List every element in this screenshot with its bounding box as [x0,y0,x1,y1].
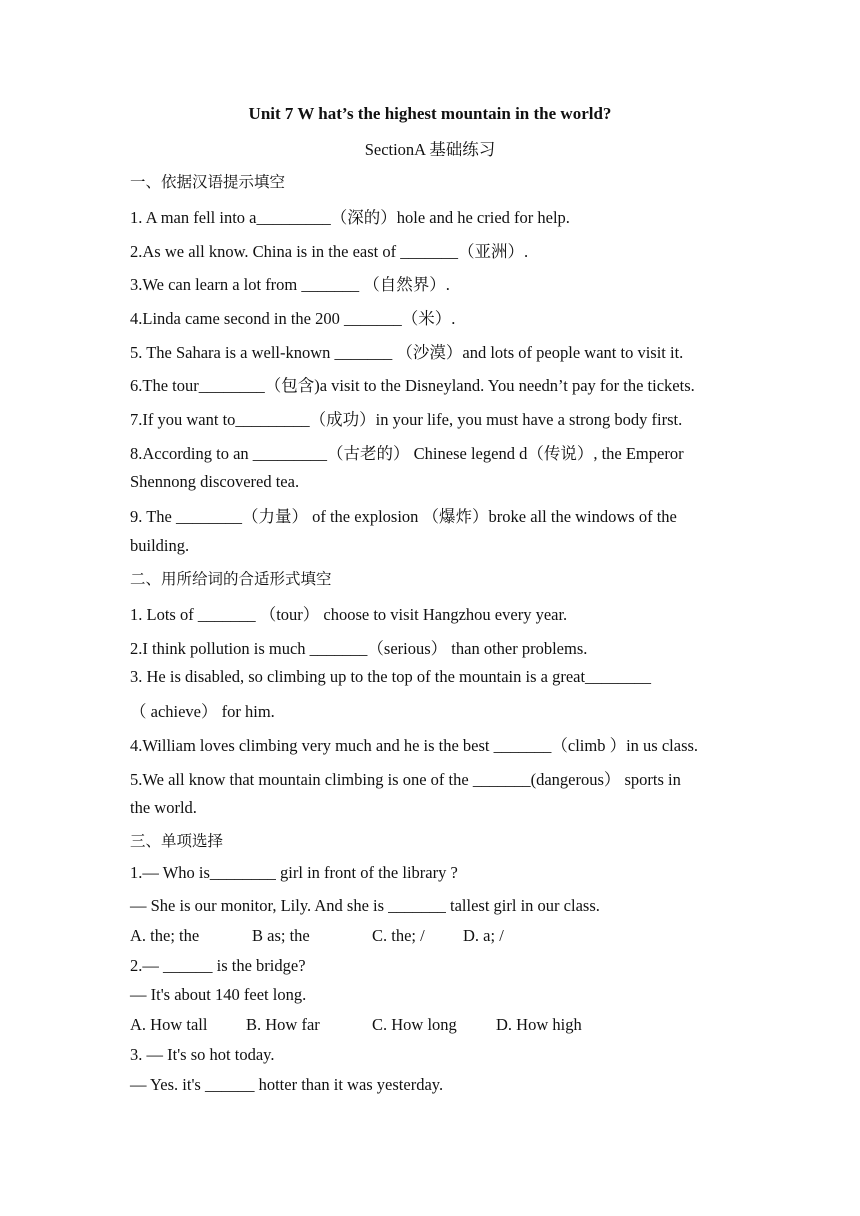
question-2-5-line-2: the world. [130,798,197,817]
question-3-3-line-2: — Yes. it's ______ hotter than it was yesterday. [130,1075,444,1094]
question-1-1: 1. A man fell into a_________（深的）hole and he cried for help. [130,208,570,227]
page-subtitle: SectionA 基础练习 [364,140,496,159]
question-3-1-line-2: — She is our monitor, Lily. And she is _______ tallest girl in our class. [130,896,600,915]
option-3-1-b: B as; the [252,926,310,945]
option-3-2-a: A. How tall [130,1015,208,1034]
option-3-1-a: A. the; the [130,926,200,945]
section-heading-2: 二、用所给词的合适形式填空 [130,570,332,588]
option-3-1-c: C. the; / [372,926,425,945]
page-title: Unit 7 W hat’s the highest mountain in the world? [248,104,612,123]
question-1-9-line-1: 9. The ________（力量） of the explosion （爆炸）broke all the windows of the [130,507,677,526]
question-2-5-line-1: 5.We all know that mountain climbing is one of the _______(dangerous） sports in [130,770,681,789]
question-1-8-line-1: 8.According to an _________（古老的） Chinese legend d（传说）, the Emperor [130,444,684,463]
option-3-2-d: D. How high [496,1015,582,1034]
question-1-9-line-2: building. [130,536,190,555]
option-3-2-c: C. How long [372,1015,457,1034]
option-3-1-d: D. a; / [463,926,504,945]
question-1-3: 3.We can learn a lot from _______ （自然界）. [130,275,450,294]
question-3-2-line-2: — It's about 140 feet long. [130,985,307,1004]
question-2-4: 4.William loves climbing very much and he is the best _______（climb ）in us class. [130,736,699,755]
question-2-3-line-2: （ achieve） for him. [130,702,275,721]
section-heading-3: 三、单项选择 [130,832,224,850]
section-heading-1: 一、依据汉语提示填空 [130,173,286,191]
question-1-7: 7.If you want to_________（成功）in your life, you must have a strong body first. [130,410,683,429]
question-1-6: 6.The tour________（包含)a visit to the Disneyland. You needn’t pay for the tickets. [130,376,695,395]
question-1-4: 4.Linda came second in the 200 _______（米）. [130,309,456,328]
question-1-2: 2.As we all know. China is in the east of _______（亚洲）. [130,242,529,261]
question-3-3-line-1: 3. — It's so hot today. [130,1045,275,1064]
question-2-3-line-1: 3. He is disabled, so climbing up to the top of the mountain is a great________ [130,667,652,686]
question-1-5: 5. The Sahara is a well-known _______ （沙漠）and lots of people want to visit it. [130,343,684,362]
question-2-1: 1. Lots of _______ （tour） choose to visit Hangzhou every year. [130,605,568,624]
question-1-8-line-2: Shennong discovered tea. [130,472,300,491]
question-2-2: 2.I think pollution is much _______（serious） than other problems. [130,639,588,658]
option-3-2-b: B. How far [246,1015,320,1034]
question-3-2-line-1: 2.— ______ is the bridge? [130,956,306,975]
question-3-1-line-1: 1.— Who is________ girl in front of the library ? [130,863,458,882]
